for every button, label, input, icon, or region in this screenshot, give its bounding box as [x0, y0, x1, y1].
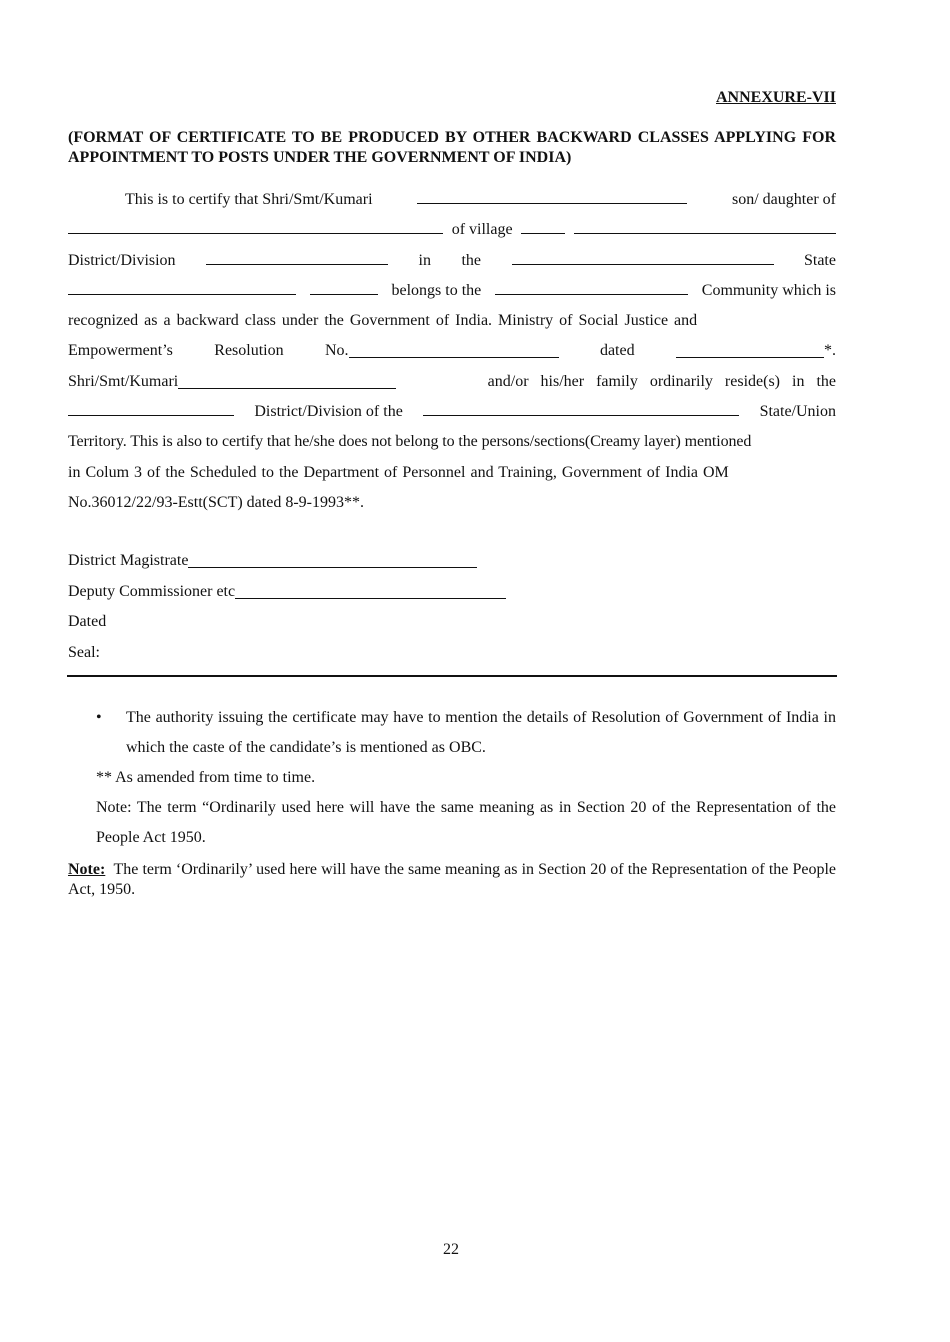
cert-line-9: Territory. This is also to certify that he/she does not belong to the persons/sections(Creamy layer) mentioned	[68, 433, 752, 451]
cert-line-7: Shri/Smt/Kumari and/or his/her family ordinarily reside(s) in the	[68, 372, 836, 390]
resolution-date-blank[interactable]	[676, 340, 824, 358]
candidate-name-blank[interactable]	[178, 371, 396, 389]
amended-note: ** As amended from time to time.	[96, 769, 316, 786]
dated-label: Dated	[68, 613, 107, 630]
cert-line-6: Empowerment’s Resolution No. dated *.	[68, 342, 836, 360]
cert-line-10: in Colum 3 of the Scheduled to the Department of Personnel and Training, Government of India OM	[68, 463, 729, 481]
district-magistrate-blank[interactable]	[188, 550, 477, 568]
page-number: 22	[443, 1241, 459, 1258]
deputy-commissioner-blank[interactable]	[235, 581, 506, 599]
name-blank[interactable]	[417, 186, 687, 204]
state-name-blank[interactable]	[68, 277, 296, 295]
residence-district-blank[interactable]	[68, 398, 234, 416]
cert-line-5: recognized as a backward class under the Government of India. Ministry of Social Justice and	[68, 312, 698, 330]
form-heading: (FORMAT OF CERTIFICATE TO BE PRODUCED BY OTHER BACKWARD CLASSES APPLYING FOR APPOINTMENT TO POSTS UNDER THE GOVERNMENT OF INDIA)	[68, 129, 836, 166]
section-divider	[67, 675, 837, 677]
cert-line-8: District/Division of the State/Union	[68, 397, 836, 427]
village-name-blank[interactable]	[574, 216, 836, 234]
community-prefix-blank[interactable]	[310, 277, 378, 295]
cert-line-1: This is to certify that Shri/Smt/Kumari son/ daughter of	[68, 185, 836, 215]
cert-line-4: belongs to the Community which is	[68, 276, 836, 306]
bullet-note: • The authority issuing the certificate may have to mention the details of Resolution of Government of India in which the caste of the candidate’s is mentioned as OBC.	[96, 703, 836, 763]
certificate-body	[68, 185, 836, 518]
village-blank[interactable]	[521, 216, 565, 234]
final-note: Note: The term ‘Ordinarily’ used here will have the same meaning as in Section 20 of the Representation of the People Act, 1950.	[68, 861, 837, 898]
signature-block	[68, 546, 506, 668]
footnotes	[96, 703, 836, 853]
parent-name-blank[interactable]	[68, 216, 443, 234]
residence-state-blank[interactable]	[423, 398, 739, 416]
bullet-icon: •	[96, 709, 102, 726]
ordinarily-note: Note: The term “Ordinarily used here will have the same meaning as in Section 20 of the Representation of the People Act 1950.	[96, 799, 836, 846]
cert-line-3: District/Division in the State	[68, 246, 836, 276]
resolution-no-blank[interactable]	[349, 340, 559, 358]
annexure-title: ANNEXURE-VII	[715, 89, 836, 106]
seal-label: Seal:	[68, 643, 100, 661]
district-magistrate-line: District Magistrate	[68, 546, 506, 577]
note-label: Note:	[68, 861, 106, 878]
cert-line-2: of village	[68, 215, 836, 245]
district-blank[interactable]	[206, 247, 388, 265]
deputy-commissioner-line: Deputy Commissioner etc	[68, 577, 506, 608]
cert-line-11: No.36012/22/93-Estt(SCT) dated 8-9-1993**.	[68, 493, 364, 511]
community-blank[interactable]	[495, 277, 688, 295]
state-blank[interactable]	[512, 247, 774, 265]
